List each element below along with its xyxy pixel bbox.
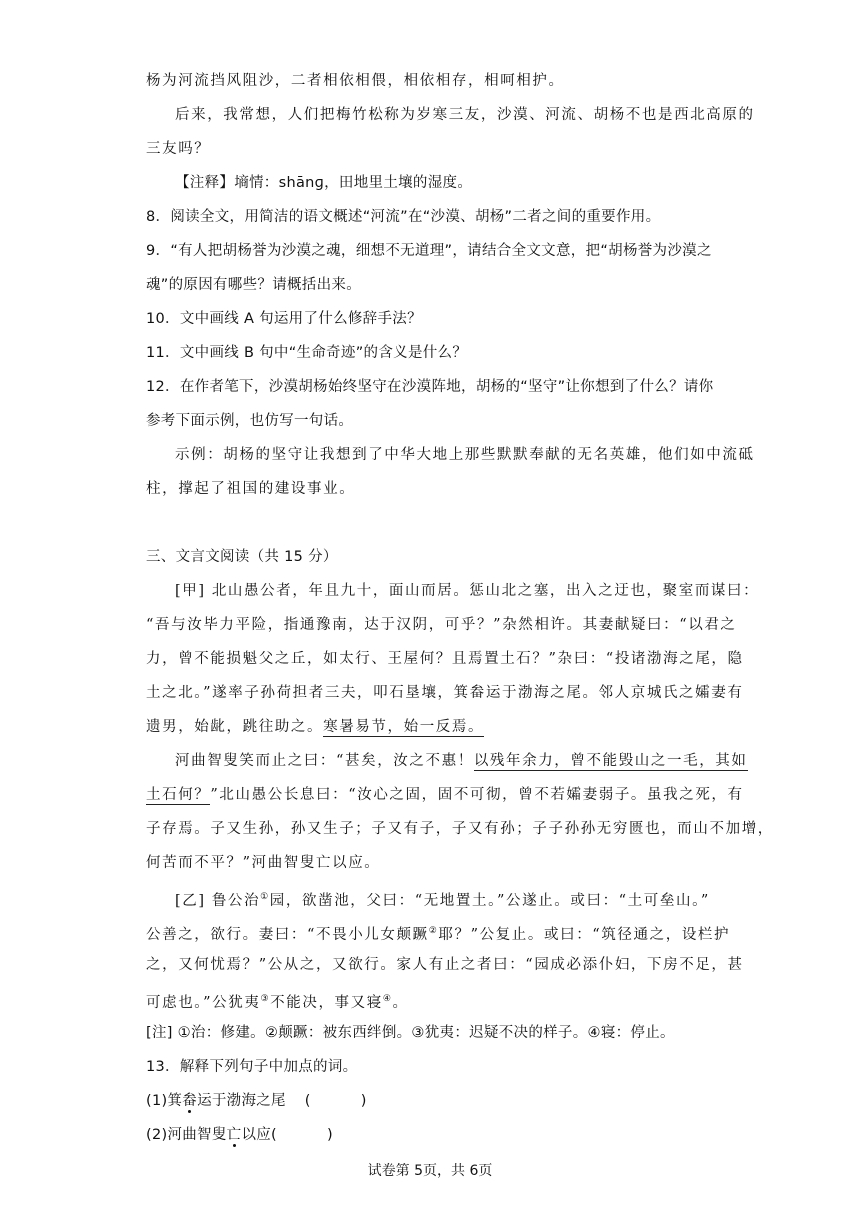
underlined-sentence-a: 寒暑易节，始一反焉。	[323, 719, 485, 735]
classical-text-jia: “吾与汝毕力平险，指通豫南，达于汉阴，可乎？”杂然相许。其妻献疑曰：“以君之	[146, 617, 737, 633]
footnote-marker: ①	[260, 892, 270, 902]
classical-text-jia: 何苦而不平？”河曲智叟亡以应。	[146, 855, 381, 871]
classical-text-jia	[146, 716, 484, 738]
text-span: 可虑也。”公犹夷	[146, 994, 261, 1011]
text-span: 耶？”公复止。或曰：“筑径通之，设栏护	[438, 926, 731, 943]
dotted-character: 亡	[226, 1127, 242, 1143]
text-span: ”北山愚公长息曰：“汝心之固，固不可彻，曾不若孀妻弱子。虽我之死，有	[210, 787, 744, 803]
footnote-marker: ②	[428, 926, 439, 936]
dotted-character: 畚	[182, 1093, 198, 1109]
underlined-sentence-b-cont: 土石何？	[146, 787, 211, 803]
question-13-item-1	[146, 1090, 367, 1112]
classical-text-jia: 土之北。”遂率子孙荷担者三夫，叩石垦壤，箕畚运于渤海之尾。邻人京城氏之孀妻有	[146, 685, 744, 701]
passage-line: 后来，我常想，人们把梅竹松称为岁寒三友，沙漠、河流、胡杨不也是西北高原的	[175, 107, 755, 123]
page-footer: 试卷第 5页，共 6页	[367, 1163, 493, 1179]
text-span: 园，欲凿池，父曰：“无地置土。”公遂止。或曰：“土可垒山。”	[269, 892, 710, 909]
classical-text-jia	[175, 750, 748, 772]
section-heading: 三、文言文阅读（共 15 分）	[146, 549, 338, 565]
text-span: 。	[392, 994, 409, 1011]
question-9-cont: 魂”的原因有哪些？请概括出来。	[146, 277, 362, 293]
question-13: 13．解释下列句子中加点的词。	[146, 1059, 358, 1075]
question-13-item-2	[146, 1124, 333, 1146]
footnote-marker: ③	[260, 994, 271, 1004]
footnotes: [注] ①治：修建。②颠蹶：被东西绊倒。③犹夷：迟疑不决的样子。④寝：停止。	[146, 1025, 675, 1041]
question-12-cont: 参考下面示例，也仿写一句话。	[146, 413, 354, 429]
classical-text-jia: [甲] 北山愚公者，年且九十，面山而居。惩山北之塞，出入之迂也，聚室而谋曰：	[175, 583, 760, 599]
text-span: 公善之，欲行。妻曰：“不畏小儿女颠蹶	[146, 926, 429, 943]
question-9: 9．“有人把胡杨誉为沙漠之魂，细想不无道理”，请结合全文文意，把“胡杨誉为沙漠之	[146, 243, 712, 259]
annotation-note: 【注释】墒情：shānɡ，田地里土壤的湿度。	[175, 175, 473, 191]
answer-paren-close: )	[360, 1093, 367, 1109]
answer-paren-open: (	[304, 1093, 311, 1109]
text-span: 河曲智叟笑而止之曰：“甚矣，汝之不惠！	[175, 753, 474, 769]
example-text: 示例：胡杨的坚守让我想到了中华大地上那些默默奉献的无名英雄，他们如中流砥	[175, 447, 755, 463]
question-11: 11．文中画线 B 句中“生命奇迹”的含义是什么？	[146, 345, 468, 361]
text-span: [乙] 鲁公治	[175, 892, 261, 909]
classical-text-jia	[146, 784, 744, 806]
text-span: (1)箕	[146, 1093, 183, 1109]
text-span: 运于渤海之尾	[197, 1093, 286, 1109]
classical-text-yi	[146, 920, 730, 946]
text-span: 不能决，事又寝	[270, 994, 383, 1011]
question-12: 12．在作者笔下，沙漠胡杨始终坚守在沙漠阵地，胡杨的“坚守”让你想到了什么？请你	[146, 379, 714, 395]
classical-text-yi: 之，又何忧焉？”公从之，又欲行。家人有止之者曰：“园成必添仆妇，下房不足，甚	[146, 957, 744, 973]
text-span: (2)河曲智叟	[146, 1127, 227, 1143]
question-8: 8．阅读全文，用简洁的语文概述“河流”在“沙漠、胡杨”二者之间的重要作用。	[146, 209, 661, 225]
classical-text-yi	[175, 886, 710, 912]
passage-line: 杨为河流挡风阻沙，二者相依相偎，相依相存，相呵相护。	[146, 73, 565, 89]
footnote-marker: ④	[382, 994, 393, 1004]
answer-paren-close: )	[327, 1127, 333, 1143]
classical-text-yi	[146, 988, 409, 1014]
classical-text-jia: 力，曾不能损魁父之丘，如太行、王屋何？且焉置土石？”杂曰：“投诸渤海之尾，隐	[146, 651, 744, 667]
passage-line: 三友吗？	[146, 141, 211, 157]
example-text-cont: 柱，撑起了祖国的建设事业。	[146, 481, 356, 497]
text-span: 以应(	[241, 1127, 278, 1143]
text-span: 遗男，始龀，跳往助之。	[146, 719, 324, 735]
underlined-sentence-b: 以残年余力，曾不能毁山之一毛，其如	[473, 753, 748, 769]
question-10: 10．文中画线 A 句运用了什么修辞手法？	[146, 311, 422, 327]
classical-text-jia: 子存焉。子又生孙，孙又生子；子又有子，子又有孙；子子孙孙无穷匮也，而山不加增，	[146, 821, 774, 837]
